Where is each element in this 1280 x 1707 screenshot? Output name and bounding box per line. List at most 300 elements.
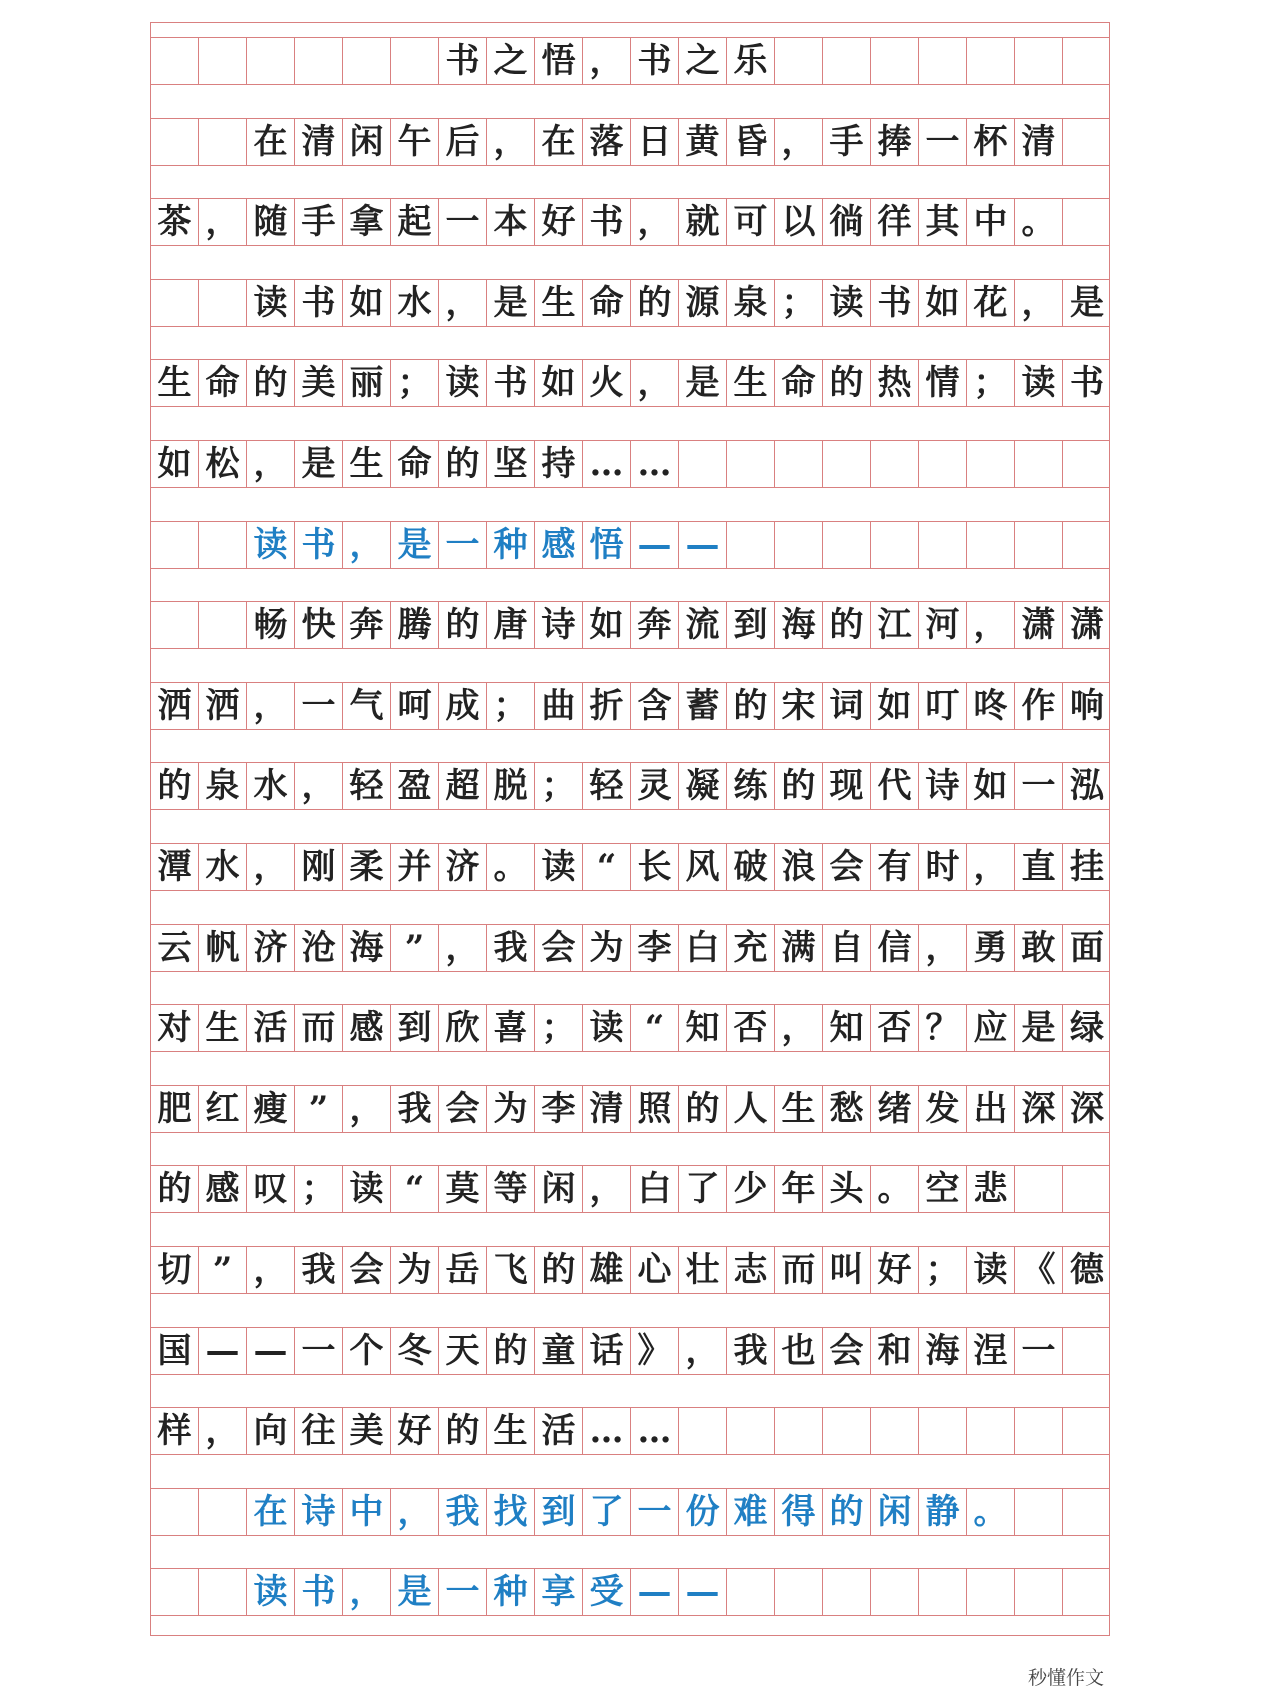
grid-cell: 有 bbox=[871, 844, 919, 890]
grid-cell: 呵 bbox=[391, 683, 439, 729]
grid-cell: ， bbox=[343, 522, 391, 568]
grid-cell: 生 bbox=[775, 1086, 823, 1132]
grid-cell: 为 bbox=[487, 1086, 535, 1132]
grid-cell: 德 bbox=[1070, 1250, 1104, 1290]
grid-cell: 感 bbox=[199, 1166, 247, 1212]
grid-cell: 一 bbox=[919, 119, 967, 165]
grid-cell: 等 bbox=[487, 1166, 535, 1212]
grid-cell: 一 bbox=[1015, 1328, 1063, 1374]
grid-cell bbox=[199, 602, 247, 648]
grid-cell bbox=[151, 280, 199, 326]
grid-cell: 一 bbox=[295, 1328, 343, 1374]
grid-cell bbox=[967, 1408, 1015, 1454]
grid-cell: 。 bbox=[871, 1166, 919, 1212]
grid-cell: 国 bbox=[151, 1328, 199, 1374]
grid-cell: 的 bbox=[823, 360, 871, 406]
grid-cell: 种 bbox=[487, 1569, 535, 1615]
grid-cell: 是 bbox=[679, 360, 727, 406]
grid-cell: 勇 bbox=[967, 925, 1015, 971]
grid-cell: 潇 bbox=[1015, 602, 1063, 648]
grid-cell: 曲 bbox=[535, 683, 583, 729]
grid-cell: 济 bbox=[439, 844, 487, 890]
grid-cell: 涅 bbox=[967, 1328, 1015, 1374]
grid-cell: 闲 bbox=[871, 1489, 919, 1535]
grid-cell: ， bbox=[343, 1569, 391, 1615]
grid-cell bbox=[1015, 1408, 1063, 1454]
grid-cell: 潭 bbox=[151, 844, 199, 890]
grid-cell: ， bbox=[583, 1166, 631, 1212]
grid-cell bbox=[151, 1489, 199, 1535]
grid-cell: 愁 bbox=[823, 1086, 871, 1132]
grid-cell: 气 bbox=[343, 683, 391, 729]
grid-cell: 捧 bbox=[871, 119, 919, 165]
grid-cell: 冬 bbox=[391, 1328, 439, 1374]
grid-cell bbox=[1015, 1166, 1063, 1212]
grid-cell: 脱 bbox=[487, 763, 535, 809]
grid-cell: 深 bbox=[1070, 1088, 1104, 1129]
grid-cell: 中 bbox=[343, 1489, 391, 1535]
grid-cell: 难 bbox=[727, 1489, 775, 1535]
grid-cell: 的 bbox=[535, 1247, 583, 1293]
grid-cell: 如 bbox=[583, 602, 631, 648]
grid-row bbox=[151, 1327, 1109, 1375]
grid-cell: … bbox=[583, 1408, 631, 1454]
grid-cell: 深 bbox=[1015, 1086, 1063, 1132]
grid-cell: 我 bbox=[487, 925, 535, 971]
grid-cell: 找 bbox=[487, 1489, 535, 1535]
grid-cell: 在 bbox=[247, 1489, 295, 1535]
grid-cell: 轻 bbox=[343, 763, 391, 809]
grid-cell: 满 bbox=[775, 925, 823, 971]
grid-cell: 信 bbox=[871, 925, 919, 971]
grid-cell: 的 bbox=[775, 763, 823, 809]
grid-cell: 。 bbox=[487, 844, 535, 890]
grid-cell: 岳 bbox=[439, 1247, 487, 1293]
grid-cell: 而 bbox=[775, 1247, 823, 1293]
grid-cell: — bbox=[631, 522, 679, 568]
grid-cell: 我 bbox=[439, 1489, 487, 1535]
grid-cell: 会 bbox=[535, 925, 583, 971]
grid-row bbox=[151, 1004, 1109, 1052]
grid-cell bbox=[151, 38, 199, 84]
grid-cell: 为 bbox=[391, 1247, 439, 1293]
grid-cell: 午 bbox=[391, 119, 439, 165]
grid-cell: 生 bbox=[487, 1408, 535, 1454]
grid-cell bbox=[871, 522, 919, 568]
grid-cell: 柔 bbox=[343, 844, 391, 890]
grid-cell: 可 bbox=[727, 199, 775, 245]
grid-cell bbox=[1063, 522, 1111, 568]
grid-cell: 话 bbox=[583, 1328, 631, 1374]
grid-cell bbox=[391, 38, 439, 84]
grid-cell bbox=[823, 1569, 871, 1615]
grid-cell bbox=[1015, 441, 1063, 487]
grid-cell: 到 bbox=[391, 1005, 439, 1051]
grid-cell: … bbox=[631, 1408, 679, 1454]
grid-cell: 美 bbox=[295, 360, 343, 406]
grid-cell: 的 bbox=[247, 360, 295, 406]
grid-cell: 书 bbox=[295, 522, 343, 568]
grid-cell bbox=[727, 441, 775, 487]
grid-cell: 花 bbox=[967, 280, 1015, 326]
grid-cell: 了 bbox=[583, 1489, 631, 1535]
grid-cell: 浪 bbox=[775, 844, 823, 890]
grid-row bbox=[151, 198, 1109, 246]
grid-cell: 书 bbox=[295, 1569, 343, 1615]
grid-cell: 的 bbox=[679, 1086, 727, 1132]
grid-cell bbox=[151, 1569, 199, 1615]
grid-cell: 源 bbox=[679, 280, 727, 326]
grid-cell: 情 bbox=[919, 360, 967, 406]
grid-cell: 如 bbox=[919, 280, 967, 326]
grid-cell: 的 bbox=[151, 1166, 199, 1212]
grid-cell bbox=[967, 1569, 1015, 1615]
grid-cell: 咚 bbox=[967, 683, 1015, 729]
grid-cell: ， bbox=[439, 925, 487, 971]
grid-cell: 莫 bbox=[439, 1166, 487, 1212]
grid-cell: 感 bbox=[343, 1005, 391, 1051]
grid-cell: 如 bbox=[967, 763, 1015, 809]
grid-cell bbox=[679, 441, 727, 487]
grid-cell: 奔 bbox=[631, 602, 679, 648]
grid-cell: 叮 bbox=[919, 683, 967, 729]
grid-row bbox=[151, 924, 1109, 972]
grid-cell: 海 bbox=[919, 1328, 967, 1374]
grid-cell: 读 bbox=[823, 280, 871, 326]
grid-cell: 昏 bbox=[727, 119, 775, 165]
grid-cell: ， bbox=[919, 925, 967, 971]
grid-cell: 书 bbox=[1070, 363, 1104, 404]
grid-cell bbox=[247, 38, 295, 84]
grid-cell: 成 bbox=[439, 683, 487, 729]
grid-cell: — bbox=[679, 522, 727, 568]
grid-cell: 帆 bbox=[199, 925, 247, 971]
grid-cell: 悲 bbox=[967, 1166, 1015, 1212]
grid-cell: ” bbox=[295, 1086, 343, 1132]
grid-row bbox=[151, 1246, 1109, 1294]
grid-cell: 书 bbox=[439, 38, 487, 84]
grid-cell: 畅 bbox=[247, 602, 295, 648]
watermark-text: 秒懂作文 bbox=[1028, 1667, 1105, 1689]
grid-cell: 是 bbox=[487, 280, 535, 326]
grid-cell: 否 bbox=[727, 1005, 775, 1051]
grid-cell: ， bbox=[679, 1328, 727, 1374]
grid-cell: 读 bbox=[343, 1166, 391, 1212]
grid-cell: 静 bbox=[919, 1489, 967, 1535]
grid-cell: 应 bbox=[967, 1005, 1015, 1051]
grid-cell: 读 bbox=[439, 360, 487, 406]
grid-cell: 生 bbox=[727, 360, 775, 406]
grid-cell: 盈 bbox=[391, 763, 439, 809]
grid-cell: 好 bbox=[871, 1247, 919, 1293]
grid-cell: 就 bbox=[679, 199, 727, 245]
grid-cell: 一 bbox=[631, 1489, 679, 1535]
grid-cell: 潇 bbox=[1070, 605, 1104, 646]
grid-cell: 读 bbox=[247, 280, 295, 326]
grid-cell: 沧 bbox=[295, 925, 343, 971]
grid-cell: 读 bbox=[535, 844, 583, 890]
grid-cell: 清 bbox=[1015, 119, 1063, 165]
grid-cell: 李 bbox=[535, 1086, 583, 1132]
grid-cell: 是 bbox=[1015, 1005, 1063, 1051]
grid-cell: 起 bbox=[391, 199, 439, 245]
grid-row bbox=[151, 762, 1109, 810]
grid-cell: 发 bbox=[919, 1086, 967, 1132]
grid-cell bbox=[199, 1569, 247, 1615]
grid-cell: 泉 bbox=[727, 280, 775, 326]
grid-cell: 本 bbox=[487, 199, 535, 245]
grid-cell: ， bbox=[439, 280, 487, 326]
grid-cell: 练 bbox=[727, 763, 775, 809]
grid-cell: “ bbox=[631, 1005, 679, 1051]
grid-cell: 是 bbox=[1070, 282, 1104, 323]
grid-cell: 奔 bbox=[343, 602, 391, 648]
grid-cell: ， bbox=[343, 1086, 391, 1132]
grid-cell: 杯 bbox=[967, 119, 1015, 165]
grid-row bbox=[151, 279, 1109, 327]
grid-cell: ， bbox=[775, 119, 823, 165]
grid-cell: 享 bbox=[535, 1569, 583, 1615]
grid-cell: 知 bbox=[679, 1005, 727, 1051]
grid-cell: 黄 bbox=[679, 119, 727, 165]
grid-cell: 风 bbox=[679, 844, 727, 890]
grid-cell: 诗 bbox=[535, 602, 583, 648]
grid-cell bbox=[871, 38, 919, 84]
grid-row bbox=[151, 118, 1109, 166]
grid-row bbox=[151, 843, 1109, 891]
grid-cell: — bbox=[679, 1569, 727, 1615]
grid-cell: 瘦 bbox=[247, 1086, 295, 1132]
grid-cell bbox=[1063, 199, 1111, 245]
grid-cell: 好 bbox=[391, 1408, 439, 1454]
grid-cell: ； bbox=[919, 1247, 967, 1293]
grid-cell: 读 bbox=[1015, 360, 1063, 406]
grid-cell: 肥 bbox=[151, 1086, 199, 1132]
grid-cell bbox=[1063, 1569, 1111, 1615]
grid-cell: 书 bbox=[871, 280, 919, 326]
grid-cell bbox=[1063, 119, 1111, 165]
grid-cell bbox=[1063, 38, 1111, 84]
grid-row bbox=[151, 1407, 1109, 1455]
grid-cell: 否 bbox=[871, 1005, 919, 1051]
grid-cell: 面 bbox=[1070, 927, 1104, 968]
grid-cell: 如 bbox=[343, 280, 391, 326]
grid-cell bbox=[775, 441, 823, 487]
grid-cell: 活 bbox=[247, 1005, 295, 1051]
grid-cell: 知 bbox=[823, 1005, 871, 1051]
grid-cell: 中 bbox=[967, 199, 1015, 245]
grid-cell: 我 bbox=[727, 1328, 775, 1374]
grid-cell: 。 bbox=[1015, 199, 1063, 245]
grid-cell: 为 bbox=[583, 925, 631, 971]
grid-cell bbox=[967, 38, 1015, 84]
grid-cell: 是 bbox=[295, 441, 343, 487]
grid-cell: 头 bbox=[823, 1166, 871, 1212]
grid-cell: ？ bbox=[919, 1005, 967, 1051]
grid-cell: — bbox=[247, 1328, 295, 1374]
grid-cell: … bbox=[583, 441, 631, 487]
grid-cell: 流 bbox=[679, 602, 727, 648]
grid-cell bbox=[823, 38, 871, 84]
grid-cell: 乐 bbox=[727, 38, 775, 84]
grid-cell: 代 bbox=[871, 763, 919, 809]
grid-row bbox=[151, 1085, 1109, 1133]
grid-cell: 手 bbox=[295, 199, 343, 245]
grid-cell bbox=[1015, 522, 1063, 568]
grid-row bbox=[151, 440, 1109, 488]
grid-cell bbox=[919, 441, 967, 487]
grid-cell: 到 bbox=[727, 602, 775, 648]
grid-cell: “ bbox=[391, 1166, 439, 1212]
grid-cell bbox=[919, 38, 967, 84]
grid-cell bbox=[775, 1569, 823, 1615]
grid-cell bbox=[199, 280, 247, 326]
grid-row bbox=[151, 682, 1109, 730]
grid-cell: 清 bbox=[295, 119, 343, 165]
grid-cell: 自 bbox=[823, 925, 871, 971]
grid-cell: 现 bbox=[823, 763, 871, 809]
grid-cell: ， bbox=[631, 199, 679, 245]
grid-row bbox=[151, 1488, 1109, 1536]
grid-cell: ， bbox=[199, 199, 247, 245]
grid-cell: 往 bbox=[295, 1408, 343, 1454]
grid-cell: 的 bbox=[439, 602, 487, 648]
grid-cell: 凝 bbox=[679, 763, 727, 809]
grid-row bbox=[151, 1568, 1109, 1616]
grid-cell bbox=[1063, 1328, 1111, 1374]
grid-cell: 蓄 bbox=[679, 683, 727, 729]
grid-cell: ； bbox=[535, 763, 583, 809]
grid-cell: 持 bbox=[535, 441, 583, 487]
grid-cell: ； bbox=[967, 360, 1015, 406]
grid-cell: 和 bbox=[871, 1328, 919, 1374]
grid-cell: 水 bbox=[247, 763, 295, 809]
grid-cell: 了 bbox=[679, 1166, 727, 1212]
grid-cell bbox=[199, 1489, 247, 1535]
grid-cell bbox=[1015, 1489, 1063, 1535]
grid-cell bbox=[1063, 441, 1111, 487]
grid-cell bbox=[343, 38, 391, 84]
grid-cell: 生 bbox=[151, 360, 199, 406]
grid-cell: 充 bbox=[727, 925, 775, 971]
grid-cell: 闲 bbox=[343, 119, 391, 165]
grid-cell: 轻 bbox=[583, 763, 631, 809]
grid-cell: 得 bbox=[775, 1489, 823, 1535]
grid-cell: 洒 bbox=[151, 683, 199, 729]
grid-cell: 生 bbox=[535, 280, 583, 326]
grid-cell bbox=[871, 441, 919, 487]
grid-cell: 也 bbox=[775, 1328, 823, 1374]
grid-cell: 的 bbox=[439, 1408, 487, 1454]
grid-cell: 含 bbox=[631, 683, 679, 729]
grid-row bbox=[151, 601, 1109, 649]
grid-cell: 红 bbox=[199, 1086, 247, 1132]
grid-cell: 白 bbox=[679, 925, 727, 971]
grid-cell: 我 bbox=[295, 1247, 343, 1293]
grid-cell: 对 bbox=[151, 1005, 199, 1051]
grid-cell: … bbox=[631, 441, 679, 487]
grid-cell: ， bbox=[247, 1247, 295, 1293]
grid-row bbox=[151, 521, 1109, 569]
grid-row bbox=[151, 359, 1109, 407]
grid-cell bbox=[775, 522, 823, 568]
grid-cell: ， bbox=[631, 360, 679, 406]
grid-cell: 命 bbox=[583, 280, 631, 326]
grid-cell: ， bbox=[391, 1489, 439, 1535]
grid-cell: ， bbox=[295, 763, 343, 809]
grid-cell: 心 bbox=[631, 1247, 679, 1293]
grid-cell: 茶 bbox=[151, 199, 199, 245]
grid-cell: 读 bbox=[247, 522, 295, 568]
grid-cell: 挂 bbox=[1070, 847, 1104, 887]
grid-cell bbox=[151, 522, 199, 568]
grid-cell: 《 bbox=[1015, 1247, 1063, 1293]
grid-cell: 会 bbox=[823, 844, 871, 890]
grid-cell bbox=[1063, 1489, 1111, 1535]
grid-cell: 书 bbox=[583, 199, 631, 245]
grid-cell: ； bbox=[391, 360, 439, 406]
grid-cell: 而 bbox=[295, 1005, 343, 1051]
grid-cell: 绿 bbox=[1070, 1008, 1104, 1049]
grid-cell: 一 bbox=[1015, 763, 1063, 809]
grid-cell: 坚 bbox=[487, 441, 535, 487]
grid-cell bbox=[919, 1569, 967, 1615]
grid-cell: 喜 bbox=[487, 1005, 535, 1051]
grid-cell: 叹 bbox=[247, 1166, 295, 1212]
grid-cell: 书 bbox=[631, 38, 679, 84]
grid-cell: 超 bbox=[439, 763, 487, 809]
grid-cell bbox=[679, 1408, 727, 1454]
grid-cell: 云 bbox=[151, 925, 199, 971]
grid-cell: 美 bbox=[343, 1408, 391, 1454]
grid-cell: 水 bbox=[199, 844, 247, 890]
grid-cell: 清 bbox=[583, 1086, 631, 1132]
grid-cell: 是 bbox=[391, 1569, 439, 1615]
grid-cell: 悟 bbox=[583, 522, 631, 568]
grid-cell: 切 bbox=[151, 1247, 199, 1293]
grid-cell: 如 bbox=[151, 441, 199, 487]
grid-cell: 感 bbox=[535, 522, 583, 568]
grid-cell: 白 bbox=[631, 1166, 679, 1212]
grid-cell: 一 bbox=[439, 1569, 487, 1615]
grid-cell bbox=[823, 522, 871, 568]
grid-cell bbox=[775, 38, 823, 84]
grid-cell: 其 bbox=[919, 199, 967, 245]
grid-cell bbox=[967, 441, 1015, 487]
grid-cell bbox=[919, 1408, 967, 1454]
grid-cell: 少 bbox=[727, 1166, 775, 1212]
grid-cell: 书 bbox=[487, 360, 535, 406]
grid-cell: 在 bbox=[535, 119, 583, 165]
grid-cell: 的 bbox=[487, 1328, 535, 1374]
grid-cell: 泉 bbox=[199, 763, 247, 809]
grid-cell: 我 bbox=[391, 1086, 439, 1132]
grid-cell bbox=[151, 119, 199, 165]
grid-cell bbox=[727, 1569, 775, 1615]
grid-cell: 长 bbox=[631, 844, 679, 890]
grid-cell: ” bbox=[391, 925, 439, 971]
grid-cell: 个 bbox=[343, 1328, 391, 1374]
grid-cell: 落 bbox=[583, 119, 631, 165]
grid-row bbox=[151, 37, 1109, 85]
grid-cell: 到 bbox=[535, 1489, 583, 1535]
grid-cell: 命 bbox=[199, 360, 247, 406]
grid-cell: 快 bbox=[295, 602, 343, 648]
grid-row bbox=[151, 1165, 1109, 1213]
grid-cell: 的 bbox=[823, 1489, 871, 1535]
grid-cell: 破 bbox=[727, 844, 775, 890]
grid-cell: ； bbox=[487, 683, 535, 729]
